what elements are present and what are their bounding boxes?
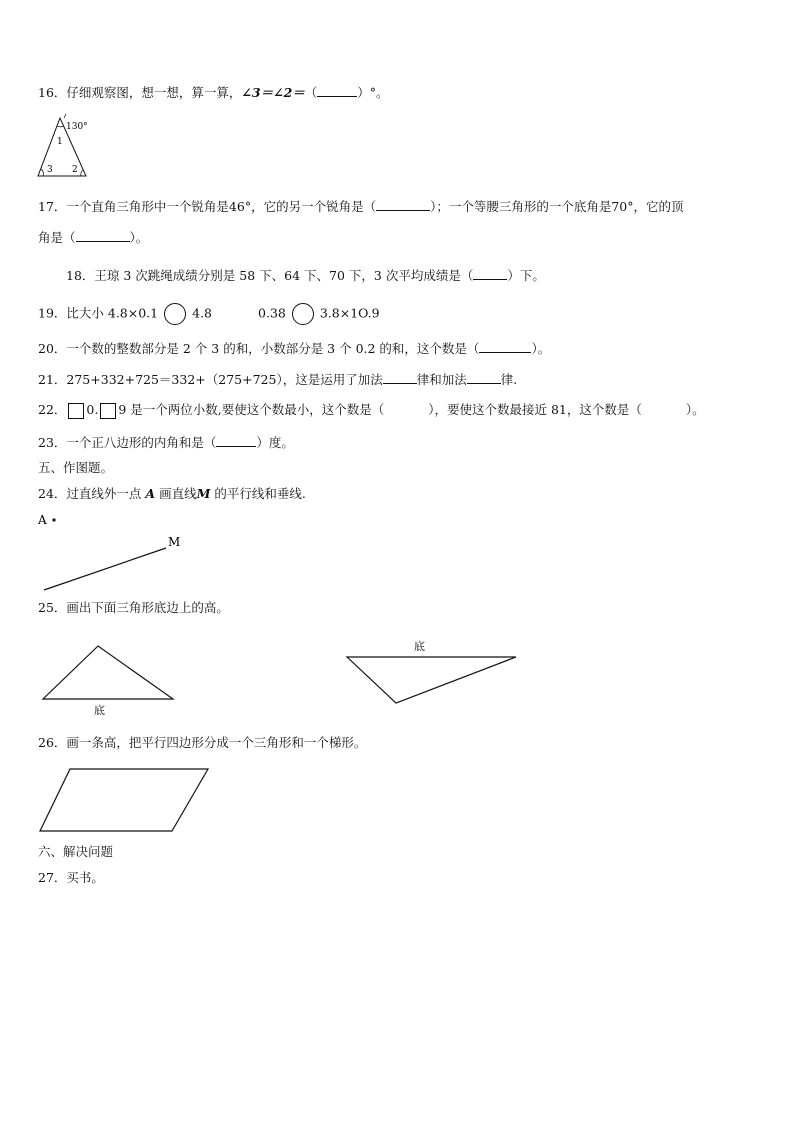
answer-blank[interactable] [216, 434, 256, 447]
question-number: 26． [38, 735, 67, 750]
question-27: 27．买书。 [38, 870, 104, 885]
question-20: 20．一个数的整数部分是 2 个 3 的和，小数部分是 3 个 0.2 的和，这个数是（ ）。 [38, 341, 551, 356]
question-24: 24．过直线外一点 A 画直线M 的平行线和垂线. [38, 486, 306, 501]
question-number: 27． [38, 870, 67, 885]
question-number: 16． [38, 85, 67, 100]
question-22: 22． 0. 9 是一个两位小数,要使这个数最小，这个数是（ ），要使这个数最接近 81，这个数是（ ）。 [38, 402, 705, 417]
question-number: 23． [38, 435, 67, 450]
digit-box[interactable] [68, 403, 84, 419]
point-a [52, 518, 55, 521]
question-number: 24． [38, 486, 67, 501]
line-m [44, 548, 166, 590]
point-label-a: A [38, 513, 47, 527]
compare-circle[interactable] [292, 303, 314, 325]
answer-blank[interactable] [383, 371, 417, 384]
question-number: 17． [38, 199, 67, 214]
question-17-line2: 角是（ ）。 [38, 230, 149, 245]
parallelogram-figure-26 [38, 766, 213, 836]
triangle-figure-25b [344, 636, 524, 708]
question-text: 一个直角三角形中一个锐角是46°，它的另一个锐角是（ [66, 199, 377, 214]
question-text: 仔细观察图，想一想，算一算， [66, 85, 242, 100]
angle-label-130: 130° [66, 122, 88, 132]
angle-label-1: 1 [57, 137, 63, 147]
question-text: 一个数的整数部分是 2 个 3 的和，小数部分是 3 个 0.2 的和，这个数是（ [66, 341, 480, 356]
line-label-m: M [168, 535, 181, 549]
base-label: 底 [414, 640, 425, 653]
triangle-figure-16 [36, 114, 96, 178]
question-number: 21． [38, 372, 67, 387]
compare-circle[interactable] [164, 303, 186, 325]
answer-blank[interactable] [76, 229, 130, 242]
question-16: 16．仔细观察图，想一想，算一算，∠3＝∠2＝（ ）°。 [38, 85, 389, 100]
question-23: 23．一个正八边形的内角和是（ ）度。 [38, 435, 294, 450]
question-21: 21．275+332+725＝332+（275+725），这是运用了加法 律和加法 律. [38, 372, 518, 387]
answer-blank[interactable] [467, 371, 501, 384]
question-number: 19． [38, 305, 67, 321]
line-figure-24 [38, 510, 198, 594]
question-text: 18．王琼 3 次跳绳成绩分别是 58 下、64 下、70 下，3 次平均成绩是（ [66, 268, 474, 283]
digit-box[interactable] [100, 403, 116, 419]
base-label: 底 [94, 704, 105, 717]
question-25: 25．画出下面三角形底边上的高。 [38, 600, 229, 615]
section-6-title: 六、解决问题 [38, 844, 114, 859]
triangle-figure-25a [40, 640, 180, 720]
question-19: 19．比大小 4.8×0.1 4.8 0.38 3.8×1O.9 [38, 303, 380, 325]
question-17: 17．一个直角三角形中一个锐角是46°，它的另一个锐角是（ ）；一个等腰三角形的一个底角是70°，它的顶 [38, 199, 684, 214]
question-number: 22． [38, 402, 67, 417]
answer-blank[interactable] [317, 84, 357, 97]
answer-blank[interactable] [479, 340, 531, 353]
question-number: 20． [38, 341, 67, 356]
section-5-title: 五、作图题。 [38, 460, 114, 475]
answer-blank[interactable] [376, 198, 430, 211]
angle-label-3: 3 [47, 165, 53, 175]
angle-expression: ∠3＝∠2＝ [241, 85, 305, 100]
question-26: 26．画一条高，把平行四边形分成一个三角形和一个梯形。 [38, 735, 367, 750]
angle-label-2: 2 [72, 165, 78, 175]
question-number: 25． [38, 600, 67, 615]
question-18: 18．王琼 3 次跳绳成绩分别是 58 下、64 下、70 下，3 次平均成绩是（ ）下。 [66, 268, 545, 283]
answer-blank[interactable] [473, 267, 507, 280]
